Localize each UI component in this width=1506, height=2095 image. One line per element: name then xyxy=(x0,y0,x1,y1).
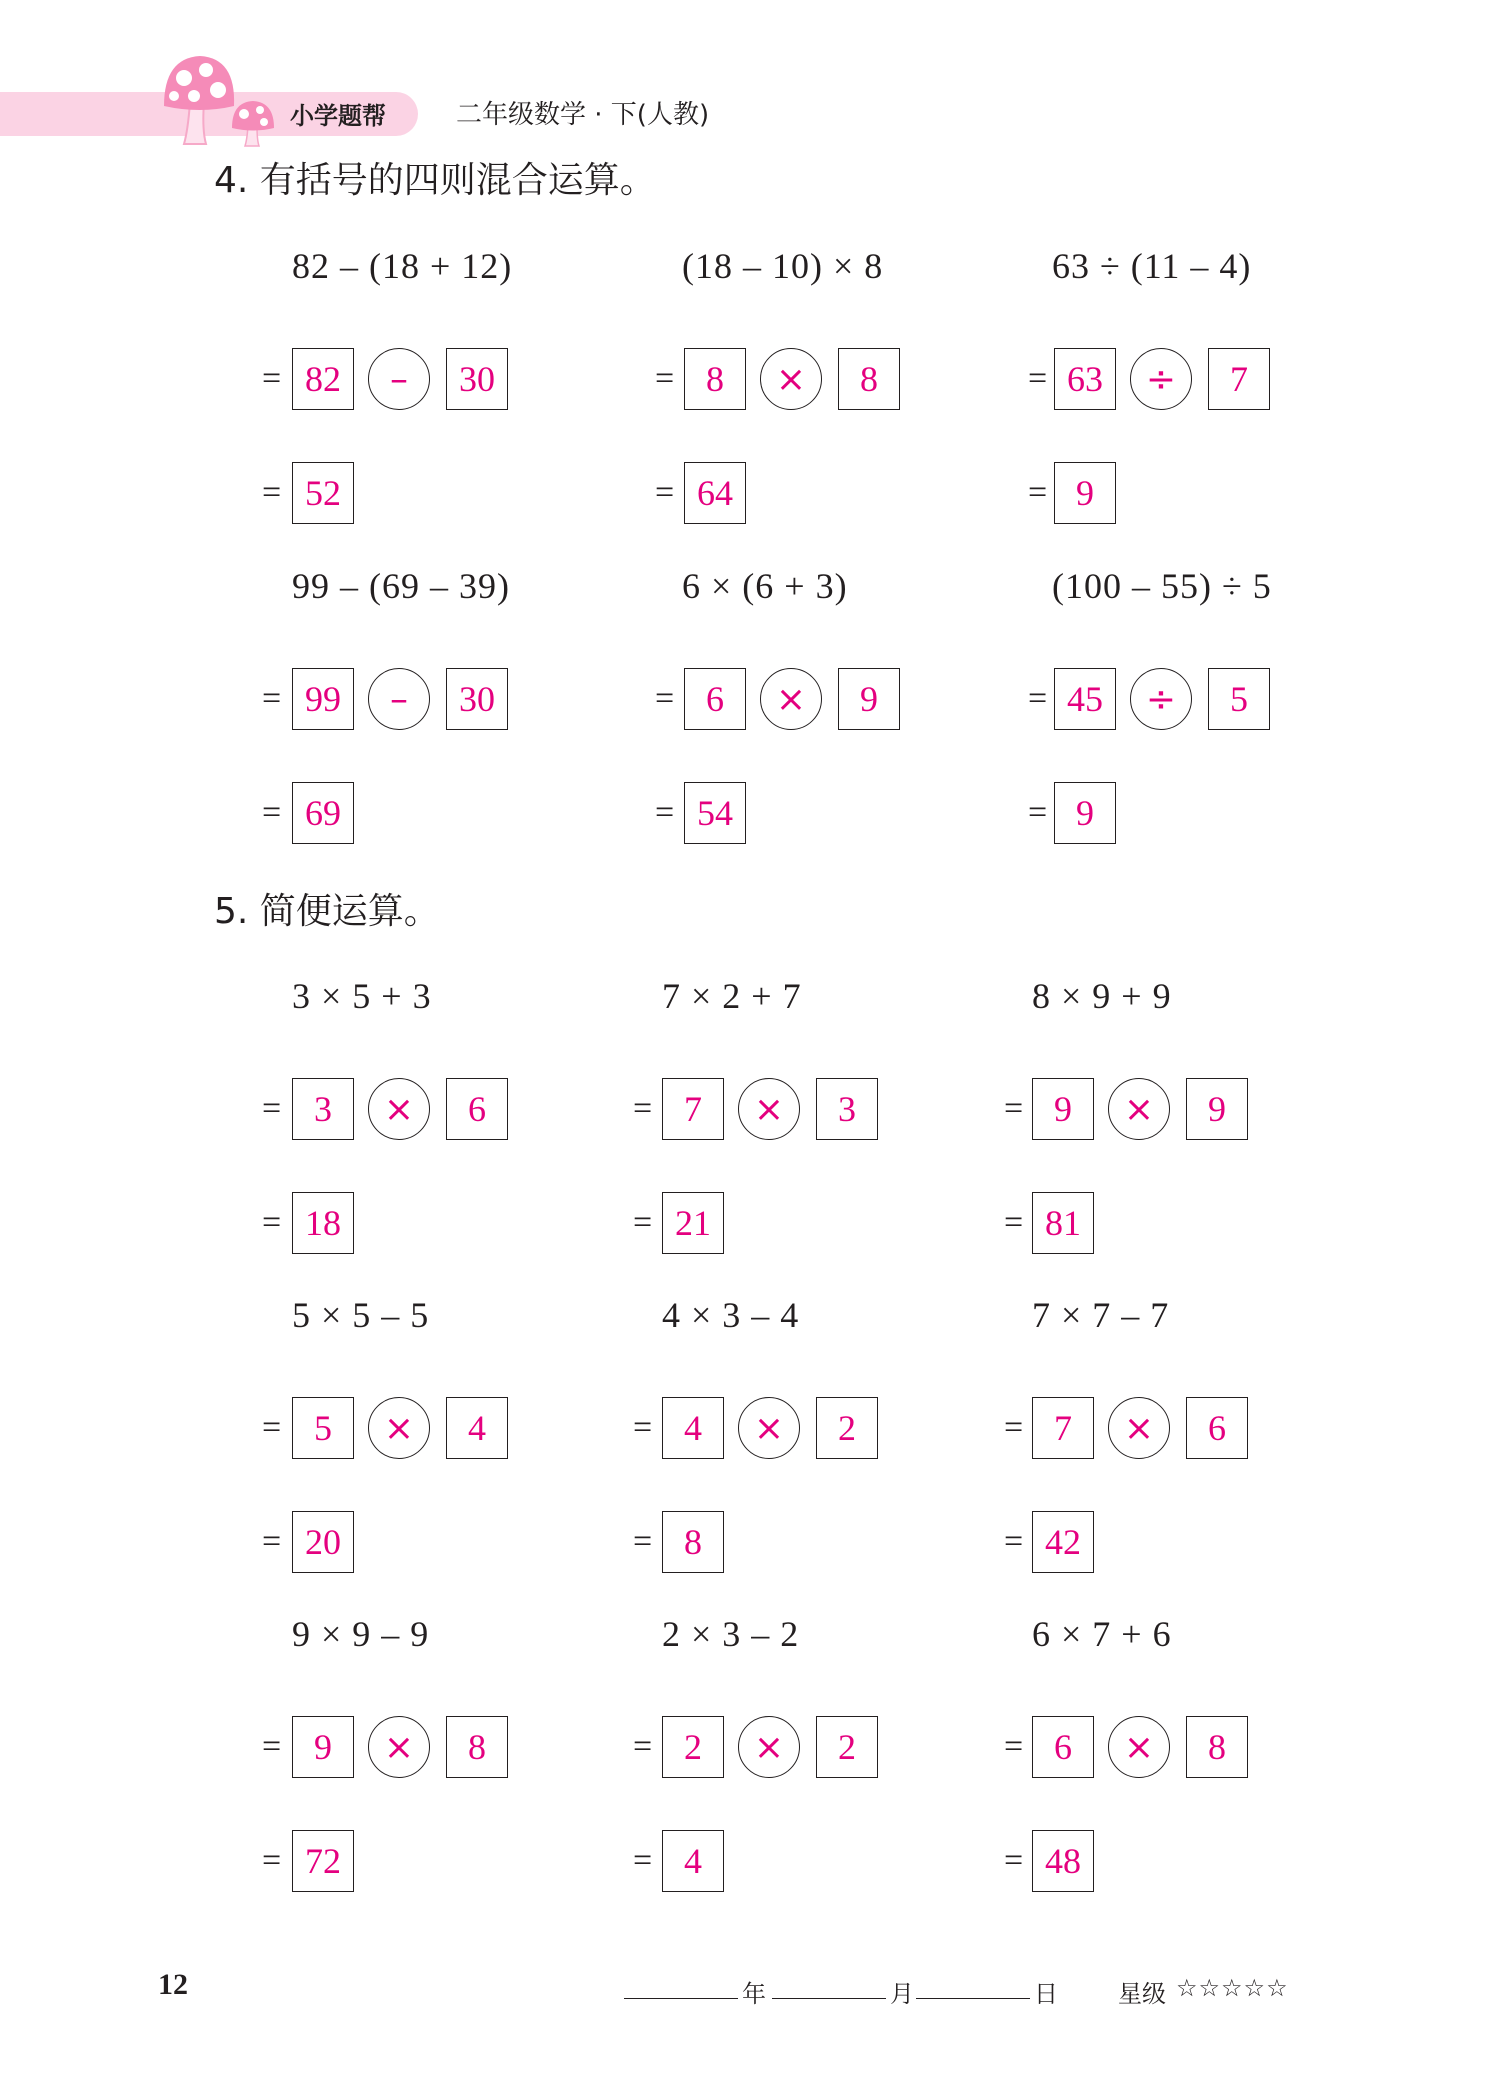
operator-circle: × xyxy=(368,1078,430,1140)
answer-box: 63 xyxy=(1054,348,1116,410)
answer-box: 4 xyxy=(446,1397,508,1459)
answer-box: 30 xyxy=(446,348,508,410)
problem-expression: 99 – (69 – 39) xyxy=(292,566,510,606)
month-blank xyxy=(772,1998,886,1999)
equals-sign: = xyxy=(1004,1090,1024,1127)
page-number: 12 xyxy=(158,1968,188,2001)
result-box: 72 xyxy=(292,1830,354,1892)
operator-circle: – xyxy=(368,668,430,730)
operator-circle: × xyxy=(760,348,822,410)
star-rating: ☆☆☆☆☆ xyxy=(1176,1974,1289,2002)
answer-box: 5 xyxy=(292,1397,354,1459)
answer-box: 2 xyxy=(816,1716,878,1778)
answer-box: 4 xyxy=(662,1397,724,1459)
problem-expression: 63 ÷ (11 – 4) xyxy=(1052,246,1252,286)
problem-expression: 8 × 9 + 9 xyxy=(1032,976,1172,1016)
result-box: 48 xyxy=(1032,1830,1094,1892)
equals-sign: = xyxy=(633,1523,653,1560)
result-box: 4 xyxy=(662,1830,724,1892)
equals-sign: = xyxy=(633,1090,653,1127)
equals-sign: = xyxy=(262,1728,282,1765)
equals-sign: = xyxy=(655,680,675,717)
result-box: 9 xyxy=(1054,782,1116,844)
equals-sign: = xyxy=(1028,474,1048,511)
result-box: 52 xyxy=(292,462,354,524)
answer-box: 8 xyxy=(1186,1716,1248,1778)
equals-sign: = xyxy=(1004,1409,1024,1446)
operator-circle: – xyxy=(368,348,430,410)
equals-sign: = xyxy=(1004,1728,1024,1765)
operator-circle: × xyxy=(368,1397,430,1459)
answer-box: 7 xyxy=(1208,348,1270,410)
equals-sign: = xyxy=(262,680,282,717)
operator-circle: ÷ xyxy=(1130,668,1192,730)
month-label: 月 xyxy=(890,1980,914,2008)
equals-sign: = xyxy=(262,1523,282,1560)
answer-box: 9 xyxy=(1186,1078,1248,1140)
result-box: 69 xyxy=(292,782,354,844)
equals-sign: = xyxy=(1028,680,1048,717)
answer-box: 99 xyxy=(292,668,354,730)
answer-box: 30 xyxy=(446,668,508,730)
equals-sign: = xyxy=(633,1728,653,1765)
answer-box: 9 xyxy=(292,1716,354,1778)
result-box: 54 xyxy=(684,782,746,844)
operator-circle: × xyxy=(1108,1716,1170,1778)
result-box: 9 xyxy=(1054,462,1116,524)
day-label: 日 xyxy=(1034,1980,1058,2008)
answer-box: 2 xyxy=(662,1716,724,1778)
section-title: 5. 简便运算。 xyxy=(214,891,440,932)
equals-sign: = xyxy=(1004,1842,1024,1879)
operator-circle: × xyxy=(738,1078,800,1140)
brand-name: 小学题帮 xyxy=(290,102,386,130)
answer-box: 3 xyxy=(292,1078,354,1140)
operator-circle: ÷ xyxy=(1130,348,1192,410)
problem-expression: 82 – (18 + 12) xyxy=(292,246,513,286)
year-blank xyxy=(624,1998,738,1999)
problem-expression: 6 × (6 + 3) xyxy=(682,566,848,606)
answer-box: 9 xyxy=(1032,1078,1094,1140)
answer-box: 7 xyxy=(662,1078,724,1140)
problem-expression: (18 – 10) × 8 xyxy=(682,246,884,286)
operator-circle: × xyxy=(738,1716,800,1778)
section-title: 4. 有括号的四则混合运算。 xyxy=(214,160,656,201)
equals-sign: = xyxy=(1028,794,1048,831)
problem-expression: 7 × 2 + 7 xyxy=(662,976,802,1016)
operator-circle: × xyxy=(738,1397,800,1459)
result-box: 81 xyxy=(1032,1192,1094,1254)
equals-sign: = xyxy=(633,1204,653,1241)
problem-expression: 6 × 7 + 6 xyxy=(1032,1614,1172,1654)
mushroom-icon xyxy=(160,52,238,148)
answer-box: 5 xyxy=(1208,668,1270,730)
answer-box: 9 xyxy=(838,668,900,730)
day-blank xyxy=(916,1998,1030,1999)
operator-circle: × xyxy=(1108,1078,1170,1140)
result-box: 20 xyxy=(292,1511,354,1573)
problem-expression: 3 × 5 + 3 xyxy=(292,976,432,1016)
equals-sign: = xyxy=(262,1204,282,1241)
year-label: 年 xyxy=(742,1980,766,2008)
rating-label: 星级 xyxy=(1118,1980,1166,2008)
answer-box: 45 xyxy=(1054,668,1116,730)
answer-box: 6 xyxy=(1186,1397,1248,1459)
answer-box: 6 xyxy=(684,668,746,730)
equals-sign: = xyxy=(262,1409,282,1446)
problem-expression: 2 × 3 – 2 xyxy=(662,1614,800,1654)
small-mushroom-icon xyxy=(230,98,276,148)
equals-sign: = xyxy=(1028,360,1048,397)
result-box: 8 xyxy=(662,1511,724,1573)
equals-sign: = xyxy=(655,360,675,397)
equals-sign: = xyxy=(655,794,675,831)
equals-sign: = xyxy=(262,1090,282,1127)
problem-expression: 7 × 7 – 7 xyxy=(1032,1295,1170,1335)
operator-circle: × xyxy=(1108,1397,1170,1459)
answer-box: 3 xyxy=(816,1078,878,1140)
equals-sign: = xyxy=(262,1842,282,1879)
answer-box: 7 xyxy=(1032,1397,1094,1459)
result-box: 42 xyxy=(1032,1511,1094,1573)
equals-sign: = xyxy=(1004,1204,1024,1241)
equals-sign: = xyxy=(633,1842,653,1879)
problem-expression: (100 – 55) ÷ 5 xyxy=(1052,566,1272,606)
problem-expression: 9 × 9 – 9 xyxy=(292,1614,430,1654)
problem-expression: 5 × 5 – 5 xyxy=(292,1295,430,1335)
equals-sign: = xyxy=(1004,1523,1024,1560)
equals-sign: = xyxy=(262,360,282,397)
answer-box: 6 xyxy=(446,1078,508,1140)
equals-sign: = xyxy=(262,474,282,511)
operator-circle: × xyxy=(760,668,822,730)
equals-sign: = xyxy=(262,794,282,831)
operator-circle: × xyxy=(368,1716,430,1778)
problem-expression: 4 × 3 – 4 xyxy=(662,1295,800,1335)
answer-box: 6 xyxy=(1032,1716,1094,1778)
book-title: 二年级数学 · 下(人教) xyxy=(456,100,710,130)
answer-box: 8 xyxy=(446,1716,508,1778)
result-box: 18 xyxy=(292,1192,354,1254)
result-box: 21 xyxy=(662,1192,724,1254)
answer-box: 82 xyxy=(292,348,354,410)
result-box: 64 xyxy=(684,462,746,524)
answer-box: 2 xyxy=(816,1397,878,1459)
answer-box: 8 xyxy=(838,348,900,410)
answer-box: 8 xyxy=(684,348,746,410)
equals-sign: = xyxy=(633,1409,653,1446)
equals-sign: = xyxy=(655,474,675,511)
